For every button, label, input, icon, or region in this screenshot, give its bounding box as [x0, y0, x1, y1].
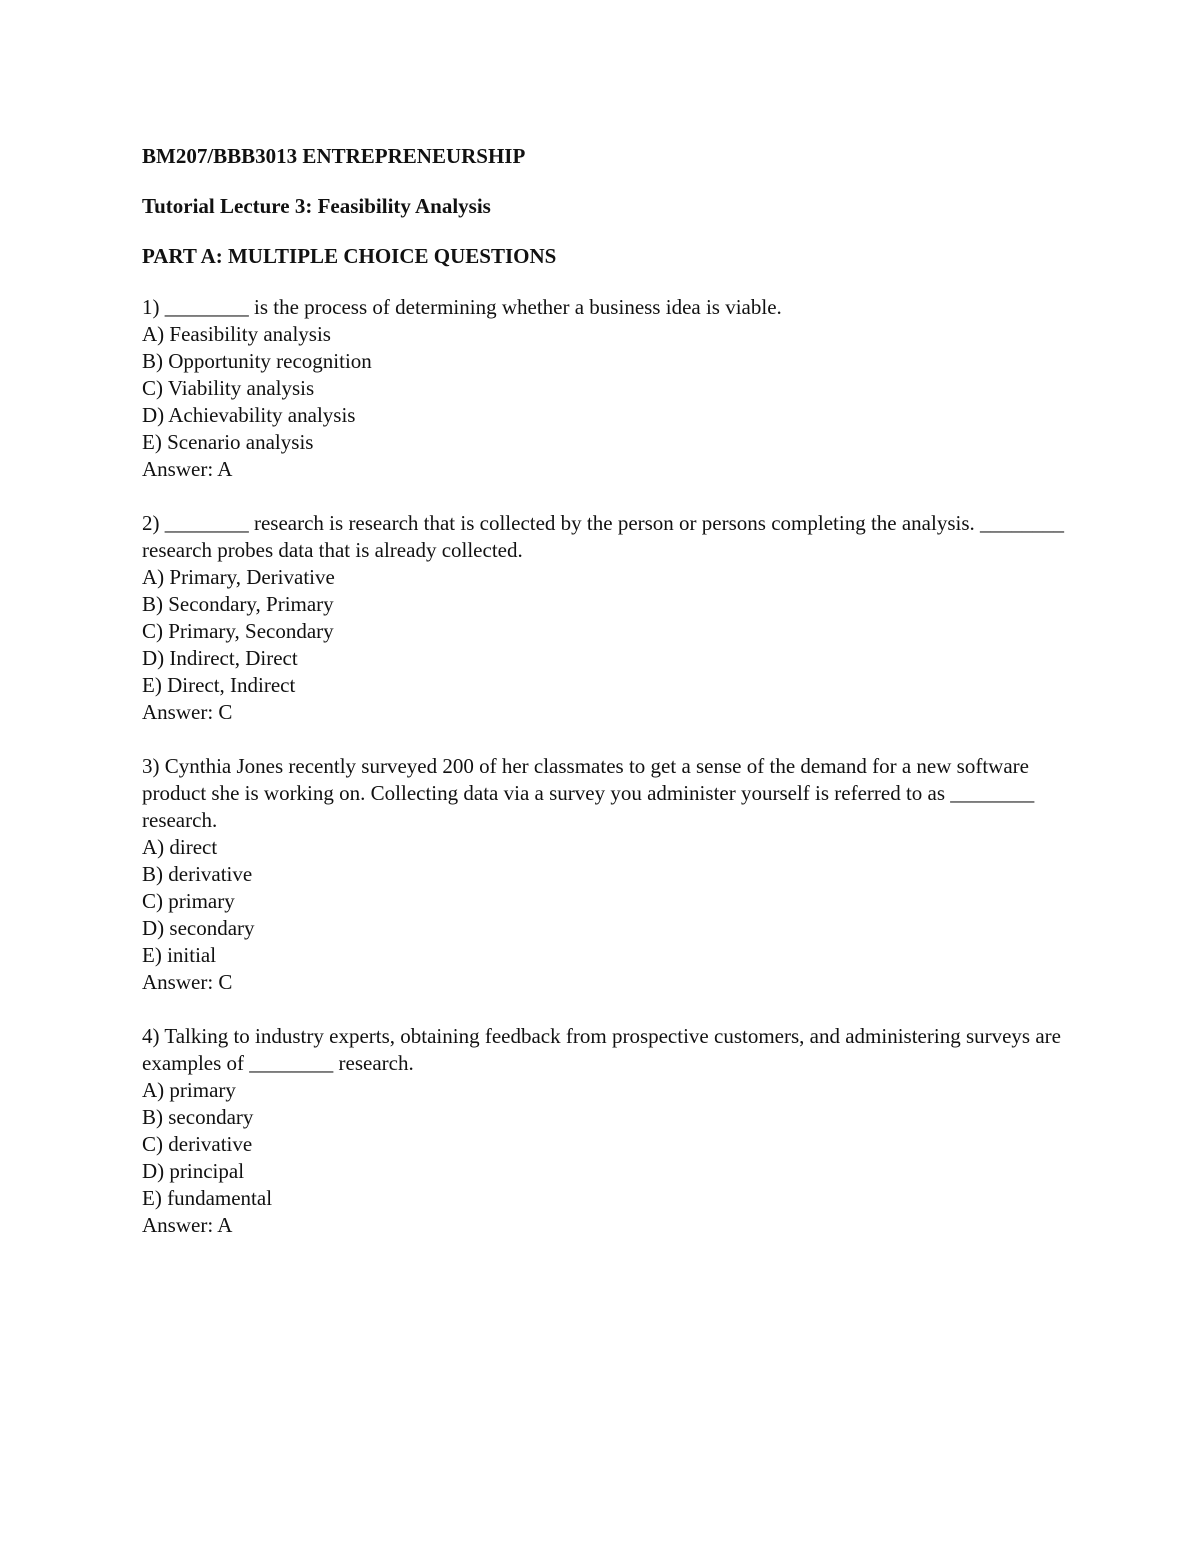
option-e: E) Scenario analysis — [142, 430, 314, 454]
option-a: A) primary — [142, 1078, 236, 1102]
option-list — [142, 564, 1082, 699]
option-d: D) secondary — [142, 916, 255, 940]
document-page — [142, 140, 1082, 1266]
question-text: 3) Cynthia Jones recently surveyed 200 of her classmates to get a sense of the demand for a new software product she is working on. Collecting data via a survey you administer yourself is referred to as ________ research. — [142, 754, 1035, 832]
option-b: B) derivative — [142, 862, 253, 886]
course-title: BM207/BBB3013 ENTREPRENEURSHIP — [142, 144, 526, 168]
answer: Answer: A — [142, 1213, 233, 1237]
option-c: C) primary — [142, 889, 235, 913]
option-a: A) direct — [142, 835, 218, 859]
question-text: 2) ________ research is research that is collected by the person or persons completing the analysis. ________ research probes data that is already collected. — [142, 511, 1065, 562]
question-4 — [142, 1023, 1082, 1239]
question-3 — [142, 753, 1082, 996]
option-list — [142, 1077, 1082, 1212]
question-text: 1) ________ is the process of determining whether a business idea is viable. — [142, 295, 782, 319]
answer: Answer: C — [142, 700, 233, 724]
option-c: C) derivative — [142, 1132, 253, 1156]
option-list — [142, 321, 1082, 456]
part-title: PART A: MULTIPLE CHOICE QUESTIONS — [142, 244, 557, 268]
option-d: D) Achievability analysis — [142, 403, 356, 427]
option-a: A) Feasibility analysis — [142, 322, 331, 346]
option-c: C) Viability analysis — [142, 376, 315, 400]
tutorial-title: Tutorial Lecture 3: Feasibility Analysis — [142, 194, 491, 218]
answer: Answer: A — [142, 457, 233, 481]
option-d: D) principal — [142, 1159, 245, 1183]
question-text: 4) Talking to industry experts, obtaining feedback from prospective customers, and administering surveys are examples of ________ research. — [142, 1024, 1061, 1075]
option-e: E) Direct, Indirect — [142, 673, 296, 697]
question-1 — [142, 294, 1082, 483]
option-a: A) Primary, Derivative — [142, 565, 335, 589]
question-2 — [142, 510, 1082, 726]
option-e: E) fundamental — [142, 1186, 273, 1210]
option-b: B) Opportunity recognition — [142, 349, 372, 373]
option-e: E) initial — [142, 943, 217, 967]
option-b: B) secondary — [142, 1105, 254, 1129]
option-d: D) Indirect, Direct — [142, 646, 298, 670]
answer: Answer: C — [142, 970, 233, 994]
option-c: C) Primary, Secondary — [142, 619, 334, 643]
option-b: B) Secondary, Primary — [142, 592, 334, 616]
option-list — [142, 834, 1082, 969]
